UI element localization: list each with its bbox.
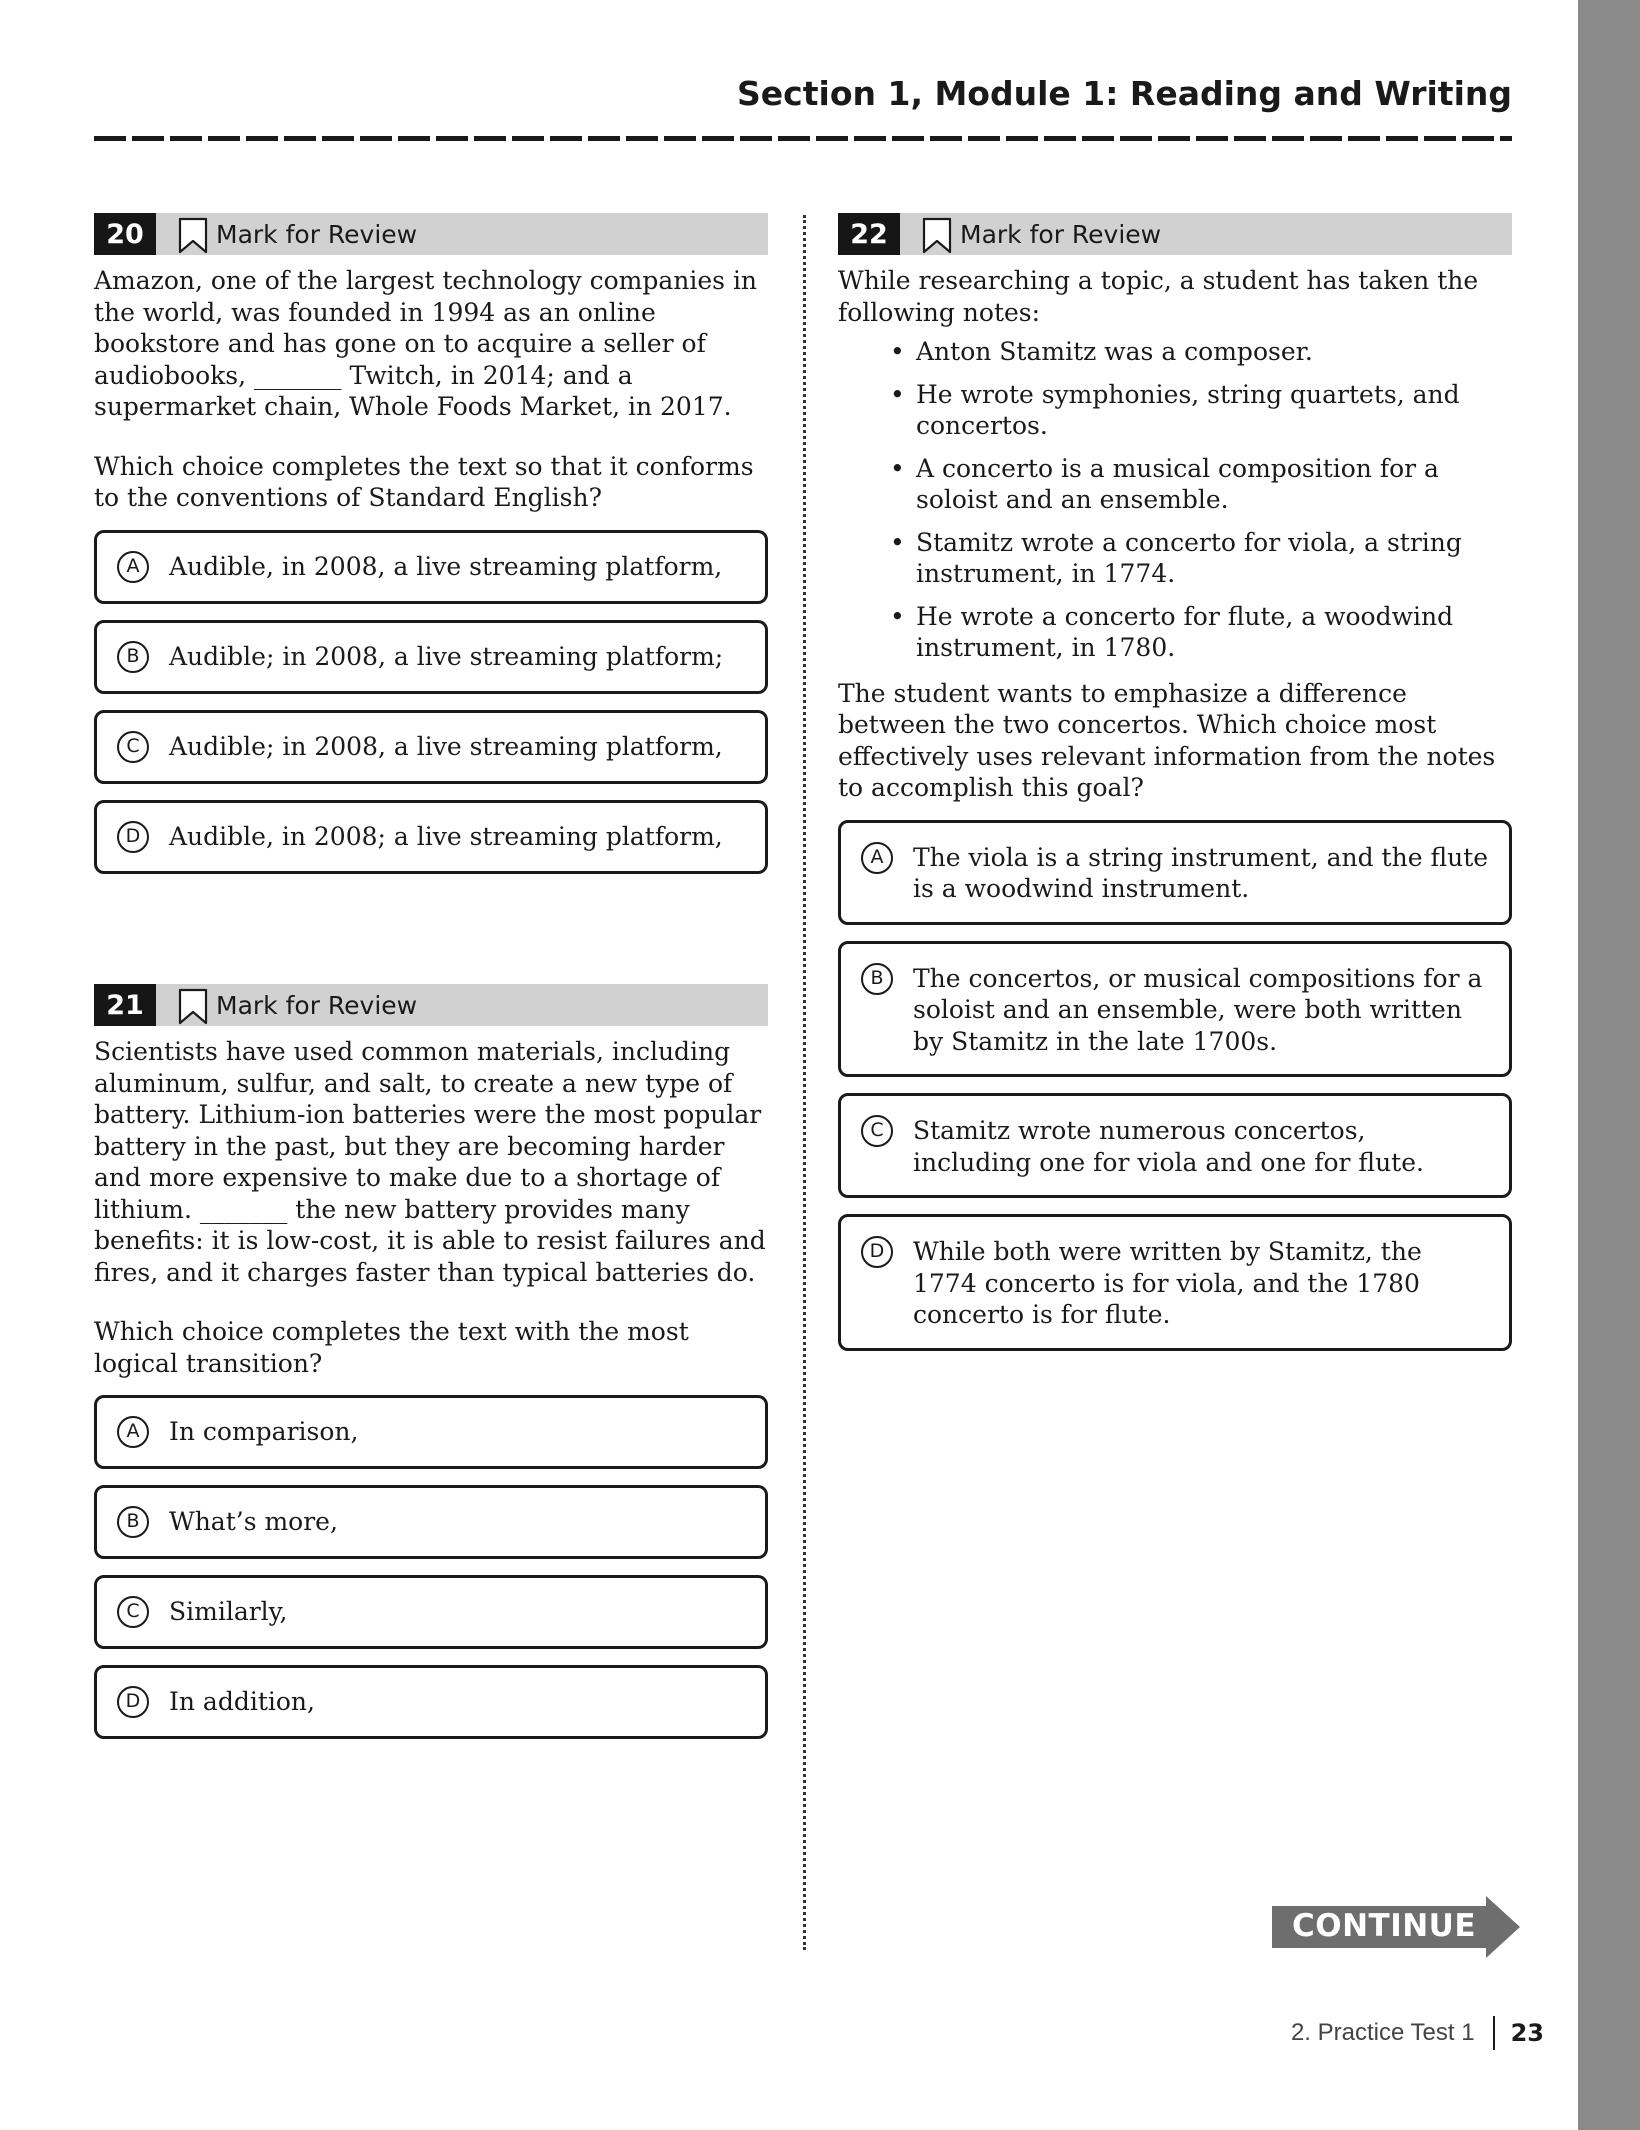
choice-letter: B — [861, 963, 893, 995]
answer-choices — [838, 820, 1512, 1351]
answer-choice-d[interactable] — [94, 1665, 768, 1739]
question-prompt: Which choice completes the text so that it conforms to the conventions of Standard English? — [94, 451, 754, 512]
page-edge-bar — [1578, 0, 1640, 2130]
answer-choices — [94, 530, 768, 874]
continue-label: CONTINUE — [1292, 1908, 1477, 1944]
choice-text: Audible; in 2008, a live streaming platform, — [169, 731, 723, 761]
bookmark-icon[interactable] — [178, 217, 208, 255]
question-passage — [94, 1036, 768, 1288]
answer-choice-a[interactable] — [838, 820, 1512, 925]
choice-text: Similarly, — [169, 1597, 288, 1627]
choice-letter: C — [117, 1596, 149, 1628]
question-number: 20 — [94, 213, 156, 255]
choice-letter: A — [117, 1416, 149, 1448]
bookmark-icon[interactable] — [922, 217, 952, 255]
answer-choice-a[interactable] — [94, 530, 768, 604]
answer-choice-a[interactable] — [94, 1395, 768, 1469]
bookmark-icon[interactable] — [178, 988, 208, 1026]
notes-intro: While researching a topic, a student has taken the following notes: — [838, 266, 1479, 327]
choice-text: The concertos, or musical compositions for a soloist and an ensemble, were both written by Stamitz in the late 1700s. — [913, 963, 1483, 1056]
choice-text: Audible, in 2008, a live streaming platform, — [169, 551, 723, 581]
question-number: 21 — [94, 984, 156, 1026]
page-number: 23 — [1510, 2019, 1544, 2047]
choice-text: Stamitz wrote numerous concertos, including one for viola and one for flute. — [913, 1116, 1424, 1177]
question-prompt: Which choice completes the text with the most logical transition? — [94, 1317, 689, 1378]
choice-letter: D — [117, 1686, 149, 1718]
choice-text: In comparison, — [169, 1417, 359, 1447]
answer-choice-c[interactable] — [838, 1093, 1512, 1198]
choice-letter: A — [861, 842, 893, 874]
choice-text: What’s more, — [169, 1507, 338, 1537]
choice-text: The viola is a string instrument, and the flute is a woodwind instrument. — [913, 842, 1489, 903]
answer-choices — [94, 1395, 768, 1739]
choice-letter: D — [861, 1236, 893, 1268]
note-item: • Stamitz wrote a concerto for viola, a string instrument, in 1774. — [890, 527, 1512, 590]
choice-text: While both were written by Stamitz, the 1774 concerto is for viola, and the 1780 concerto is for flute. — [913, 1237, 1422, 1329]
continue-button[interactable] — [1272, 1896, 1520, 1958]
mark-for-review-button[interactable]: Mark for Review — [216, 219, 418, 249]
question-21 — [94, 984, 768, 1755]
question-prompt: The student wants to emphasize a difference between the two concertos. Which choice most effectively uses relevant information from the notes to accomplish this goal? — [838, 678, 1496, 802]
question-header — [94, 213, 768, 255]
note-item: • Anton Stamitz was a composer. — [890, 336, 1512, 368]
answer-choice-d[interactable] — [838, 1214, 1512, 1351]
choice-letter: A — [117, 551, 149, 583]
answer-choice-b[interactable] — [838, 941, 1512, 1078]
header-dashed-rule — [94, 136, 1512, 141]
question-passage — [94, 265, 768, 423]
note-item: • He wrote a concerto for flute, a woodwind instrument, in 1780. — [890, 601, 1512, 664]
question-22 — [838, 213, 1512, 1367]
passage-text: Amazon, one of the largest technology companies in the world, was founded in 1994 as an online bookstore and has gone on to acquire a seller of audiobooks, _______ Twitch, in 2014; and a supermarket chain, Whole Foods Market, in 2017. — [94, 266, 758, 421]
mark-for-review-button[interactable]: Mark for Review — [960, 219, 1162, 249]
footer-separator — [1493, 2016, 1495, 2050]
answer-choice-c[interactable] — [94, 1575, 768, 1649]
question-header — [838, 213, 1512, 255]
choice-letter: D — [117, 821, 149, 853]
question-20 — [94, 213, 768, 890]
choice-text: Audible; in 2008, a live streaming platform; — [169, 641, 724, 671]
question-number: 22 — [838, 213, 900, 255]
choice-letter: C — [117, 731, 149, 763]
note-item: • He wrote symphonies, string quartets, and concertos. — [890, 379, 1512, 442]
choice-letter: B — [117, 1506, 149, 1538]
answer-choice-c[interactable] — [94, 710, 768, 784]
choice-letter: C — [861, 1115, 893, 1147]
answer-choice-d[interactable] — [94, 800, 768, 874]
question-passage — [838, 265, 1512, 664]
choice-text: Audible, in 2008; a live streaming platform, — [169, 821, 723, 851]
question-header — [94, 984, 768, 1026]
page-footer — [1291, 2016, 1544, 2050]
section-title: Section 1, Module 1: Reading and Writing — [737, 74, 1512, 113]
note-item: • A concerto is a musical composition for a soloist and an ensemble. — [890, 453, 1512, 516]
notes-list — [838, 336, 1512, 664]
choice-letter: B — [117, 641, 149, 673]
choice-text: In addition, — [169, 1687, 315, 1717]
answer-choice-b[interactable] — [94, 620, 768, 694]
column-divider — [803, 215, 806, 1950]
passage-text: Scientists have used common materials, including aluminum, sulfur, and salt, to create a new type of battery. Lithium-ion batteries were the most popular battery in the past, but they are becoming harder and more expensive to make due to a shortage of lithium. _______ the new battery provides many benefits: it is low-cost, it is able to resist failures and fires, and it charges faster than typical batteries do. — [94, 1037, 766, 1287]
answer-choice-b[interactable] — [94, 1485, 768, 1559]
mark-for-review-button[interactable]: Mark for Review — [216, 990, 418, 1020]
footer-chapter: 2. Practice Test 1 — [1290, 2019, 1475, 2046]
